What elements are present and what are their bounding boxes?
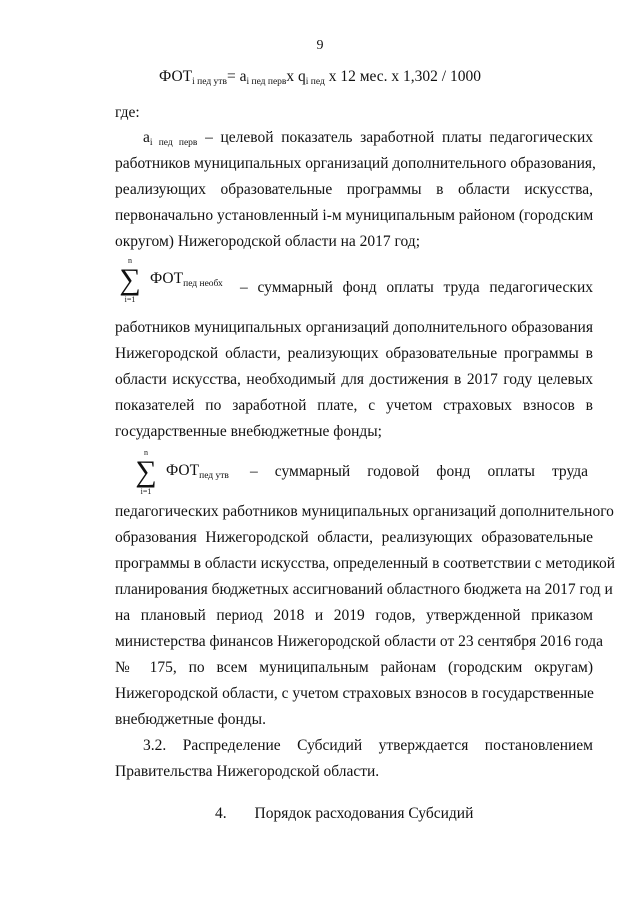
sigma-icon: ∑ [119, 263, 141, 296]
sum2-line-7: № 175, по всем муниципальным районам (городским округам) [115, 659, 593, 676]
formula-equals: = [226, 68, 236, 85]
paragraph-3-2-line-2: Правительства Нижегородской области. [115, 763, 380, 780]
sum2-line-4: планирования бюджетных ассигнований областного бюджета на 2017 год и [115, 581, 613, 598]
definition-a-text: – целевой показатель заработной платы педагогических [205, 129, 594, 146]
formula-a: a [239, 68, 247, 85]
sum2-sigma [128, 448, 164, 496]
definition-a-symbol: ai пед перв [143, 129, 198, 148]
sum2-lower-limit: i=1 [140, 487, 152, 496]
sigma-icon: ∑ [135, 455, 157, 488]
definition-a-line-4: первоначально установленный i-м муниципальным районом (городским [115, 207, 594, 224]
sum1-tail: – суммарный фонд оплаты труда педагогических [240, 279, 593, 296]
sum2-line-3: программы в области искусства, определенный в соответствии с методикой [115, 555, 616, 572]
definition-a-line-3: реализующих образовательные программы в области искусства, [115, 181, 593, 198]
formula-a-subscript: i пед перв [246, 77, 287, 87]
definition-a-line-5: округом) Нижегородской области на 2017 год; [115, 233, 421, 250]
sum2-upper-limit: n [144, 448, 148, 457]
sum2-line-5: на плановый период 2018 и 2019 годов, утвержденной приказом [115, 607, 593, 624]
sum1-upper-limit: n [128, 256, 132, 265]
sum1-term: ФОТпед необх [150, 270, 223, 289]
definition-a-line-2: работников муниципальных организаций дополнительного образования, [115, 155, 596, 172]
sum1-line-2: Нижегородской области, реализующих образовательные программы в [115, 345, 593, 362]
where-label: где: [115, 104, 140, 121]
sum1-sigma [112, 256, 148, 304]
sum1-line-5: государственные внебюджетные фонды; [115, 423, 382, 440]
sum1-line-1: работников муниципальных организаций дополнительного образования [115, 319, 593, 336]
sum2-line-2: образования Нижегородской области, реализующих образовательные [115, 529, 593, 546]
definition-a-line-1 [143, 128, 593, 150]
section-4-heading [215, 805, 473, 823]
sum2-term: ФОТпед утв [166, 462, 229, 481]
formula-lhs: ФОТ [159, 68, 193, 85]
sum2-line-6: министерства финансов Нижегородской области от 23 сентября 2016 года [115, 633, 603, 650]
section-4-number: 4. [215, 805, 227, 822]
sum2-line-9: внебюджетные фонды. [115, 711, 266, 728]
sum2-tail: – суммарный годовой фонд оплаты труда [250, 463, 588, 480]
page-number: 9 [316, 38, 324, 53]
sum1-line-4: показателей по заработной плате, с учетом страховых взносов в [115, 397, 593, 414]
formula-lhs-subscript: i пед утв [192, 77, 227, 87]
sum1-line-3: области искусства, необходимый для достижения в 2017 году целевых [115, 371, 593, 388]
sum2-line-8: Нижегородской области, с учетом страховых взносов в государственные [115, 685, 594, 702]
main-formula [0, 68, 640, 86]
sum2-line-1: педагогических работников муниципальных организаций дополнительного [115, 503, 614, 520]
sum1-lower-limit: i=1 [124, 295, 136, 304]
formula-times: x [286, 68, 295, 85]
section-4-title: Порядок расходования Субсидий [254, 805, 474, 822]
formula-q-subscript: i пед [305, 77, 325, 87]
formula-q: q [298, 68, 306, 85]
paragraph-3-2-line-1: 3.2. Распределение Субсидий утверждается постановлением [143, 737, 593, 754]
formula-rest: x 12 мес. x 1,302 / 1000 [328, 68, 481, 85]
